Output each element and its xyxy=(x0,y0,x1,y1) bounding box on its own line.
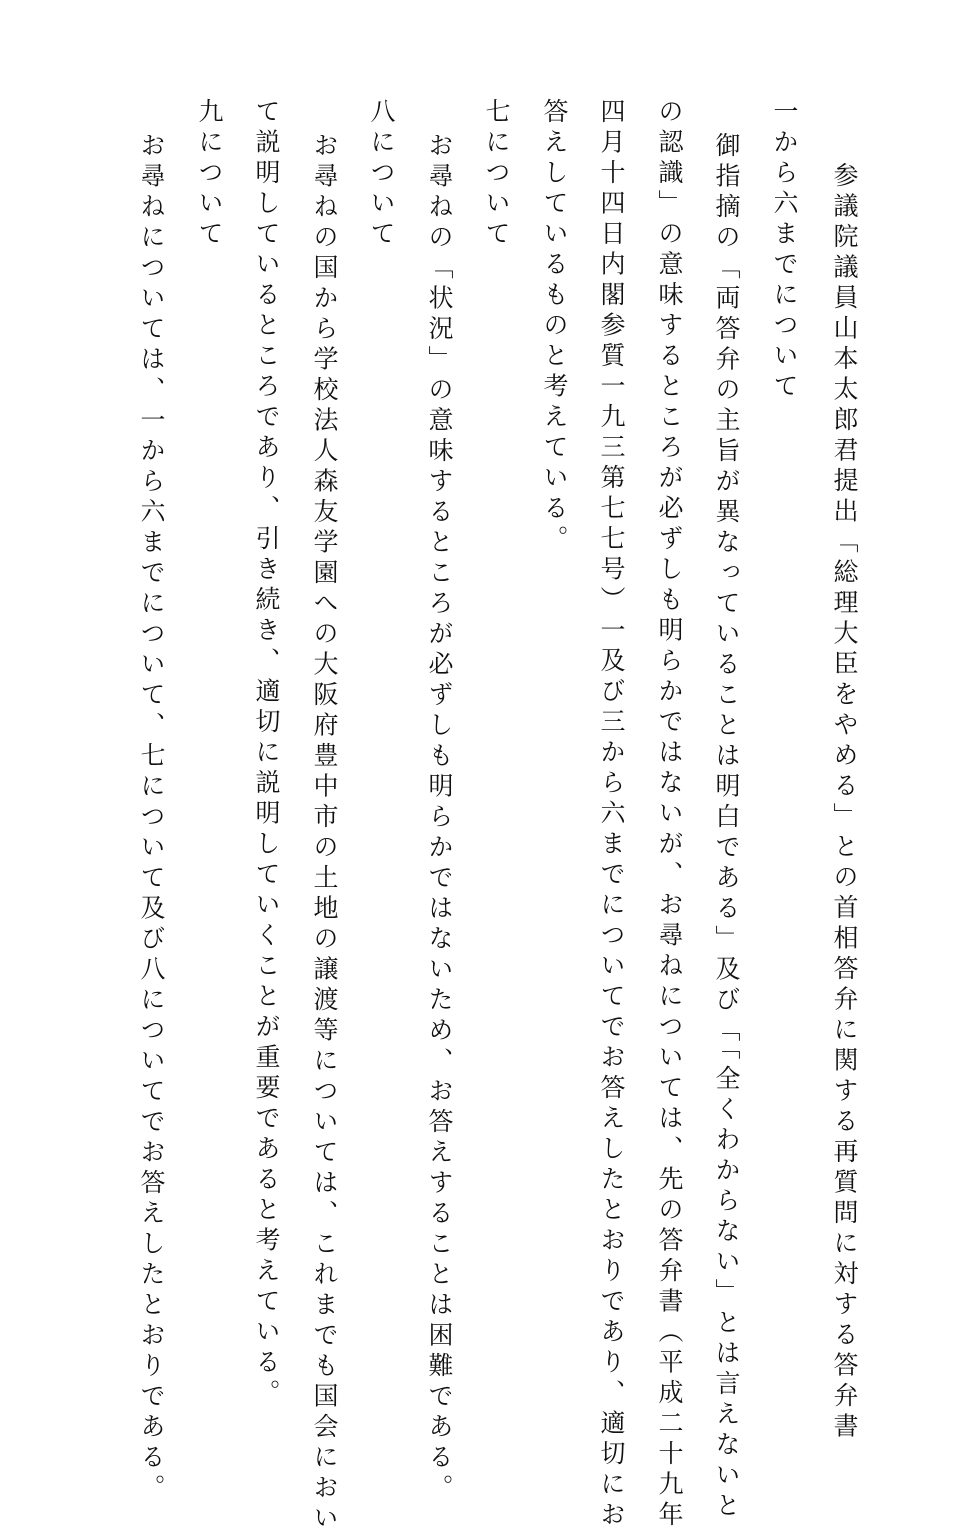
body-line: 御指摘の「両答弁の主旨が異なっていることは明白である」及び「「全くわからない」とは言えないと xyxy=(712,132,741,1523)
body-line: 四月十四日内閣参質一九三第七七号）一及び三から六までについてでお答えしたとおりであり、適切にお xyxy=(597,98,626,1532)
document-title: 参議院議員山本太郎君提出「総理大臣をやめる」との首相答弁に関する再質問に対する答弁書 xyxy=(830,162,859,1443)
section-heading: 七について xyxy=(482,98,511,251)
body-line: お尋ねについては、一から六までについて、七について及び八についてでお答えしたとおりである。 xyxy=(137,132,166,1505)
section-heading: 一から六までについて xyxy=(770,98,799,403)
body-line: の認識」の意味するところが必ずしも明らかではないが、お尋ねについては、先の答弁書（平成二十九年 xyxy=(655,98,684,1532)
body-line: て説明しているところであり、引き続き、適切に説明していくことが重要であると考えている。 xyxy=(252,98,281,1410)
body-line: 答えしているものと考えている。 xyxy=(540,98,569,556)
section-heading: 八について xyxy=(367,98,396,251)
body-line: お尋ねの国から学校法人森友学園への大阪府豊中市の土地の譲渡等については、これまでも国会におい xyxy=(310,132,339,1535)
body-line: お尋ねの「状況」の意味するところが必ずしも明らかではないため、お答えすることは困難である。 xyxy=(425,132,454,1505)
section-heading: 九について xyxy=(195,98,224,251)
